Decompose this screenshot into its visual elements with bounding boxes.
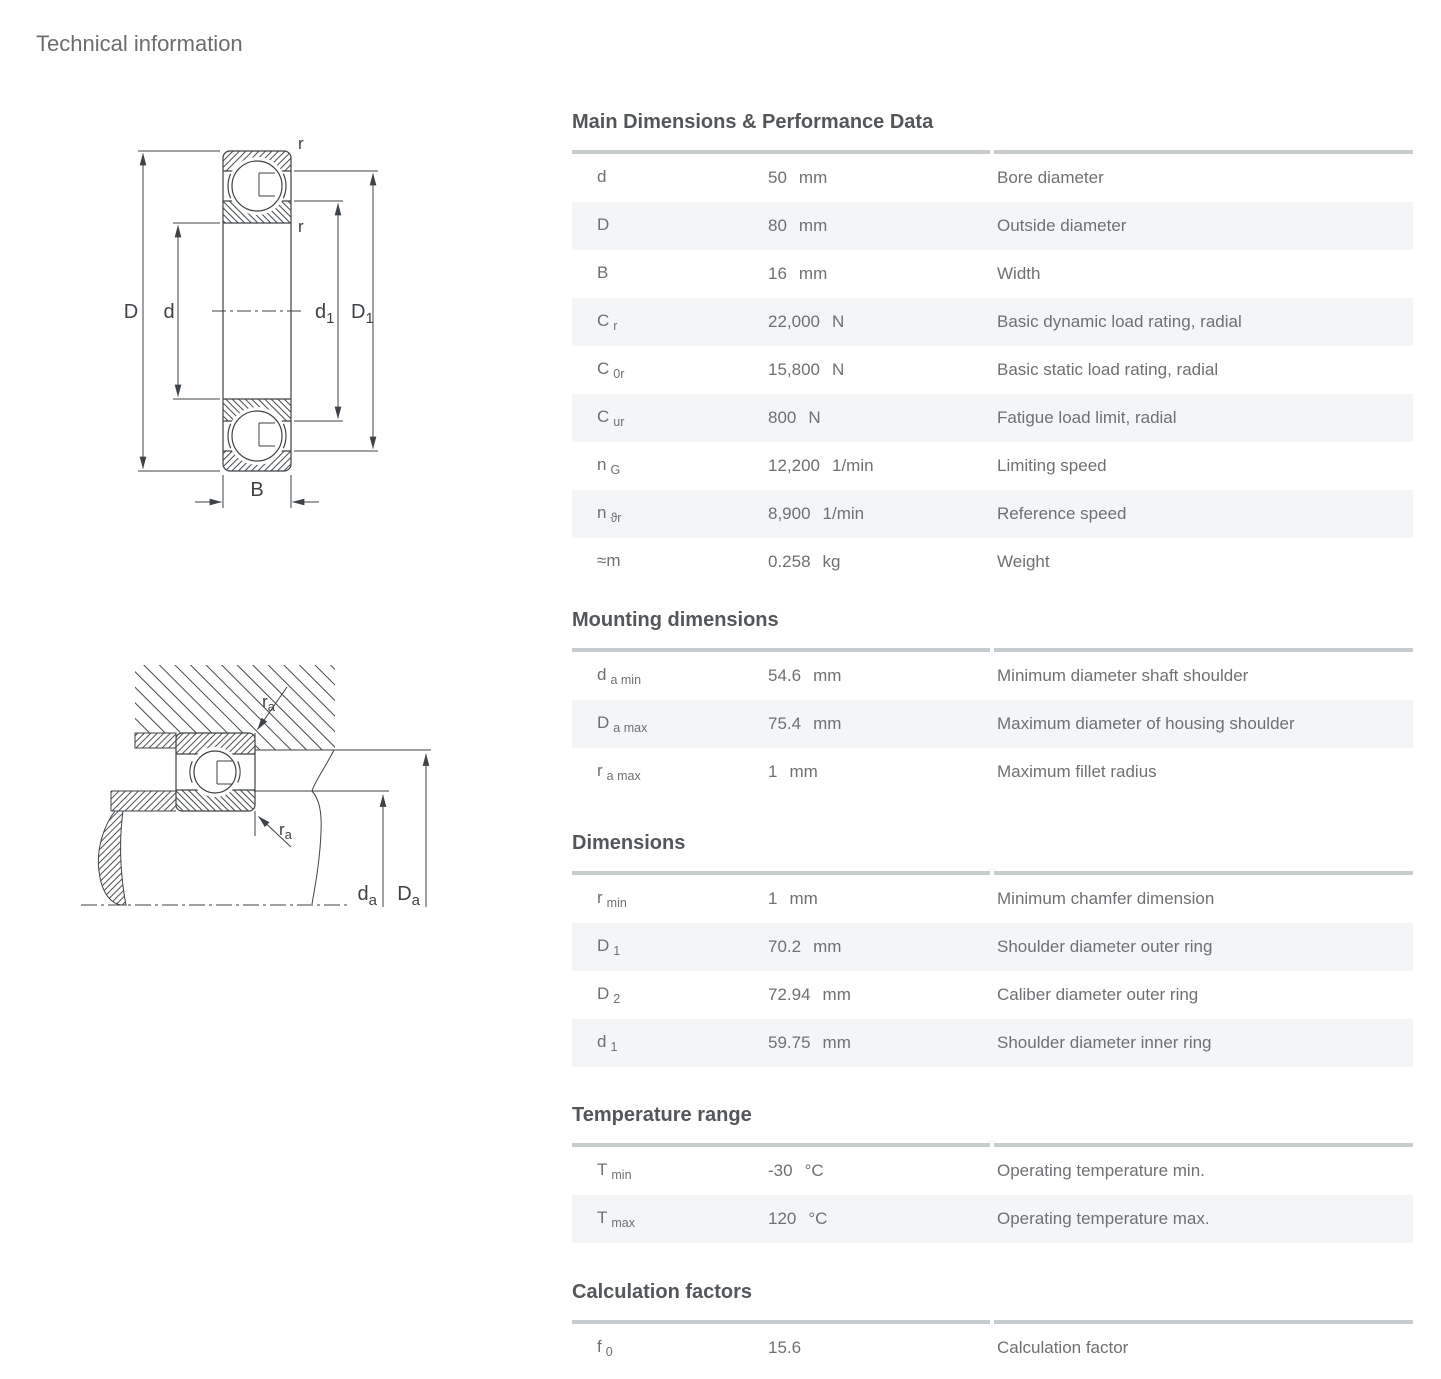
table-top-border <box>572 1320 1413 1324</box>
row-value: 80 mm <box>768 216 828 235</box>
label-d1: $d_1$ <box>315 301 335 327</box>
table-row <box>572 394 1413 442</box>
table-top-border <box>572 871 1413 875</box>
row-description: Bore diameter <box>997 168 1104 187</box>
table-rows <box>572 875 1413 1067</box>
row-description: Operating temperature min. <box>997 1161 1205 1180</box>
data-section <box>572 609 1413 796</box>
bearing-outline <box>212 151 302 471</box>
row-value: 16 mm <box>768 264 828 283</box>
row-symbol: d $_1$ <box>597 1032 618 1054</box>
label-da: $d_a$ <box>357 883 377 909</box>
row-description: Basic dynamic load rating, radial <box>997 312 1242 331</box>
row-value: 54.6 mm <box>768 666 842 685</box>
table-rows <box>572 652 1413 796</box>
row-symbol: T $_{min}$ <box>597 1160 632 1182</box>
table-rows <box>572 1147 1413 1243</box>
section-heading: Dimensions <box>572 832 686 854</box>
row-symbol: r $_{min}$ <box>597 888 627 910</box>
row-symbol: ≈m <box>597 551 621 570</box>
table-row <box>572 298 1413 346</box>
row-value: 1 mm <box>768 762 818 781</box>
row-value: -30 °C <box>768 1161 824 1180</box>
page-title: Technical information <box>36 31 243 56</box>
row-symbol: d $_{a min}$ <box>597 665 642 687</box>
row-description: Minimum diameter shaft shoulder <box>997 666 1249 685</box>
row-symbol: B <box>597 263 609 282</box>
row-value: 1 mm <box>768 889 818 908</box>
row-description: Basic static load rating, radial <box>997 360 1219 379</box>
row-description: Operating temperature max. <box>997 1209 1210 1228</box>
table-row <box>572 250 1413 298</box>
table-row <box>572 202 1413 250</box>
table-row <box>572 1019 1413 1067</box>
label-width-B: B <box>250 479 264 501</box>
bearing-section <box>176 733 255 811</box>
table-top-border <box>572 648 1413 652</box>
data-section <box>572 832 1413 1067</box>
row-symbol: T $_{max}$ <box>597 1208 636 1230</box>
row-value: 59.75 mm <box>768 1033 851 1052</box>
label-ra-top: $r_a$ <box>262 692 275 714</box>
section-heading: Main Dimensions & Performance Data <box>572 111 934 133</box>
table-row <box>572 875 1413 923</box>
label-Da: $D_a$ <box>397 883 420 909</box>
data-section <box>572 111 1413 586</box>
row-value: 75.4 mm <box>768 714 842 733</box>
table-row <box>572 923 1413 971</box>
label-r-inner: r <box>298 217 304 236</box>
row-value: 8,900 1/min <box>768 504 865 523</box>
row-description: Maximum diameter of housing shoulder <box>997 714 1295 733</box>
table-row <box>572 971 1413 1019</box>
row-symbol: D $_1$ <box>597 936 621 958</box>
row-description: Weight <box>997 552 1050 571</box>
label-r-top: r <box>298 134 304 153</box>
table-row <box>572 748 1413 796</box>
row-description: Maximum fillet radius <box>997 762 1157 781</box>
row-description: Caliber diameter outer ring <box>997 985 1199 1004</box>
label-outside-diameter: D <box>123 301 139 323</box>
row-symbol: D <box>597 215 610 234</box>
row-description: Calculation factor <box>997 1338 1129 1357</box>
row-value: 800 N <box>768 408 821 427</box>
table-row <box>572 154 1413 202</box>
row-symbol: f $_0$ <box>597 1337 613 1359</box>
label-bore-diameter: d <box>163 301 175 323</box>
row-symbol: C $_r$ <box>597 311 618 333</box>
row-description: Width <box>997 264 1041 283</box>
row-value: 70.2 mm <box>768 937 842 956</box>
row-value: 15.6 <box>768 1338 802 1357</box>
table-top-border <box>572 1143 1413 1147</box>
row-description: Limiting speed <box>997 456 1107 475</box>
row-description: Shoulder diameter inner ring <box>997 1033 1212 1052</box>
data-sections <box>572 0 1413 1372</box>
bearing-cross-section-drawing <box>108 123 410 520</box>
table-row <box>572 1324 1413 1372</box>
table-rows <box>572 154 1413 586</box>
section-heading: Mounting dimensions <box>572 609 779 631</box>
row-description: Reference speed <box>997 504 1127 523</box>
row-value: 15,800 N <box>768 360 845 379</box>
row-value: 12,200 1/min <box>768 456 874 475</box>
row-symbol: d <box>597 167 607 186</box>
data-section <box>572 1281 1413 1372</box>
bearing-mounting-drawing <box>73 658 440 915</box>
table-row <box>572 1195 1413 1243</box>
section-heading: Temperature range <box>572 1104 752 1126</box>
table-row <box>572 652 1413 700</box>
row-description: Shoulder diameter outer ring <box>997 937 1213 956</box>
label-D1: $D_1$ <box>351 301 374 327</box>
row-description: Outside diameter <box>997 216 1127 235</box>
data-section <box>572 1104 1413 1243</box>
row-symbol: r $_{a max}$ <box>597 761 641 783</box>
table-top-border <box>572 150 1413 154</box>
row-value: 0.258 kg <box>768 552 841 571</box>
row-description: Minimum chamfer dimension <box>997 889 1215 908</box>
row-value: 72.94 mm <box>768 985 851 1004</box>
table-row <box>572 346 1413 394</box>
row-symbol: n $_{ϑr}$ <box>597 503 622 525</box>
table-rows <box>572 1324 1413 1372</box>
row-symbol: n $_G$ <box>597 455 621 477</box>
table-row <box>572 442 1413 490</box>
table-row <box>572 490 1413 538</box>
row-value: 50 mm <box>768 168 828 187</box>
section-heading: Calculation factors <box>572 1281 753 1303</box>
table-row <box>572 700 1413 748</box>
row-symbol: D $_2$ <box>597 984 621 1006</box>
label-ra-bottom: $r_a$ <box>279 820 292 842</box>
row-symbol: D $_{a max}$ <box>597 713 648 735</box>
row-value: 22,000 N <box>768 312 845 331</box>
row-description: Fatigue load limit, radial <box>997 408 1177 427</box>
row-symbol: C $_{ur}$ <box>597 407 625 429</box>
row-value: 120 °C <box>768 1209 828 1228</box>
row-symbol: C $_{0r}$ <box>597 359 625 381</box>
table-row <box>572 538 1413 586</box>
table-row <box>572 1147 1413 1195</box>
